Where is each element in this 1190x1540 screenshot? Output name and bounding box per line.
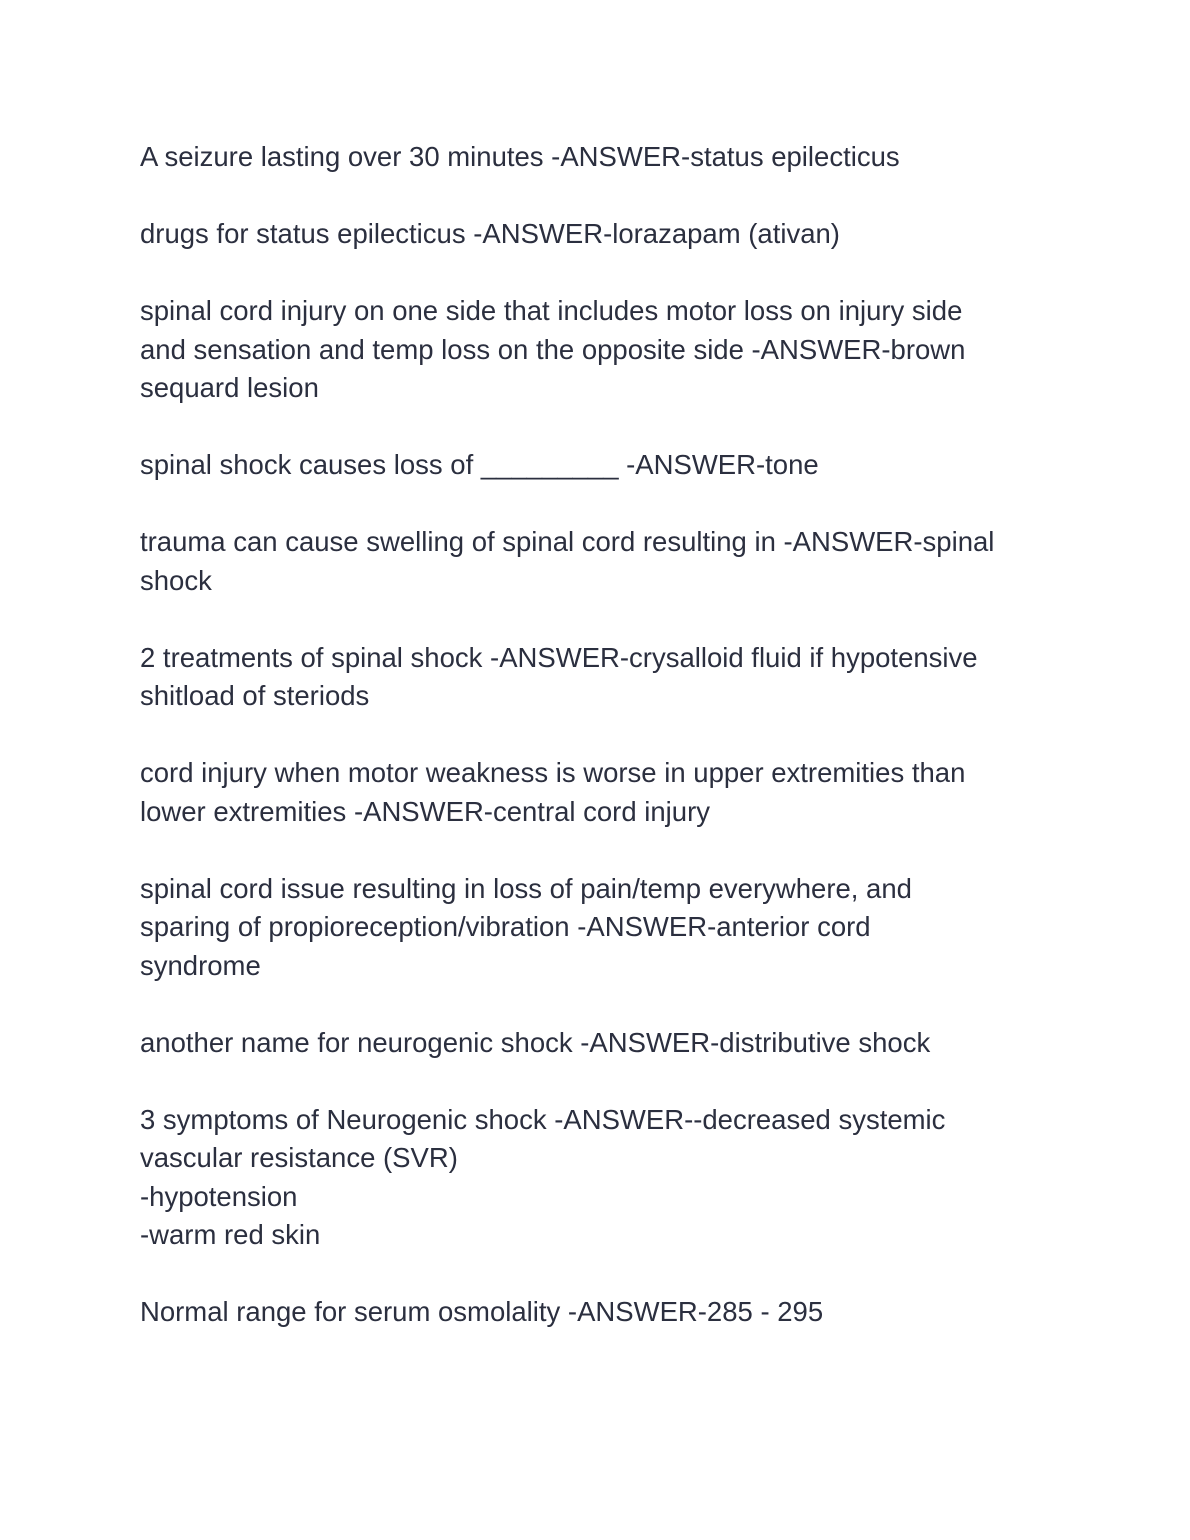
qa-item-spinal-shock-tone: spinal shock causes loss of _________ -ANSWER-tone [140, 449, 819, 480]
qa-item-central-cord: cord injury when motor weakness is worse in upper extremities than lower extremities -ANSWER-central cord injury [140, 757, 966, 827]
qa-item-status-epilecticus: A seizure lasting over 30 minutes -ANSWER-status epilecticus [140, 141, 900, 172]
qa-item-neurogenic-symptoms: 3 symptoms of Neurogenic shock -ANSWER--decreased systemic vascular resistance (SVR) -hypotension -warm red skin [140, 1103, 946, 1250]
qa-item-spinal-shock-treatments: 2 treatments of spinal shock -ANSWER-crysalloid fluid if hypotensive shitload of steriods [140, 641, 978, 711]
document-page [140, 138, 1060, 1370]
qa-item-trauma-swelling: trauma can cause swelling of spinal cord resulting in -ANSWER-spinal shock [140, 526, 995, 596]
qa-item-anterior-cord: spinal cord issue resulting in loss of pain/temp everywhere, and sparing of propioreception/vibration -ANSWER-anterior cord syndrome [140, 872, 912, 981]
qa-item-serum-osmolality: Normal range for serum osmolality -ANSWER-285 - 295 [140, 1296, 824, 1327]
qa-item-status-epilecticus-drugs: drugs for status epilecticus -ANSWER-lorazapam (ativan) [140, 218, 840, 249]
qa-item-brown-sequard: spinal cord injury on one side that includes motor loss on injury side and sensation and temp loss on the opposite side -ANSWER-brown sequard lesion [140, 295, 966, 403]
qa-item-neurogenic-shock-name: another name for neurogenic shock -ANSWER-distributive shock [140, 1026, 931, 1058]
